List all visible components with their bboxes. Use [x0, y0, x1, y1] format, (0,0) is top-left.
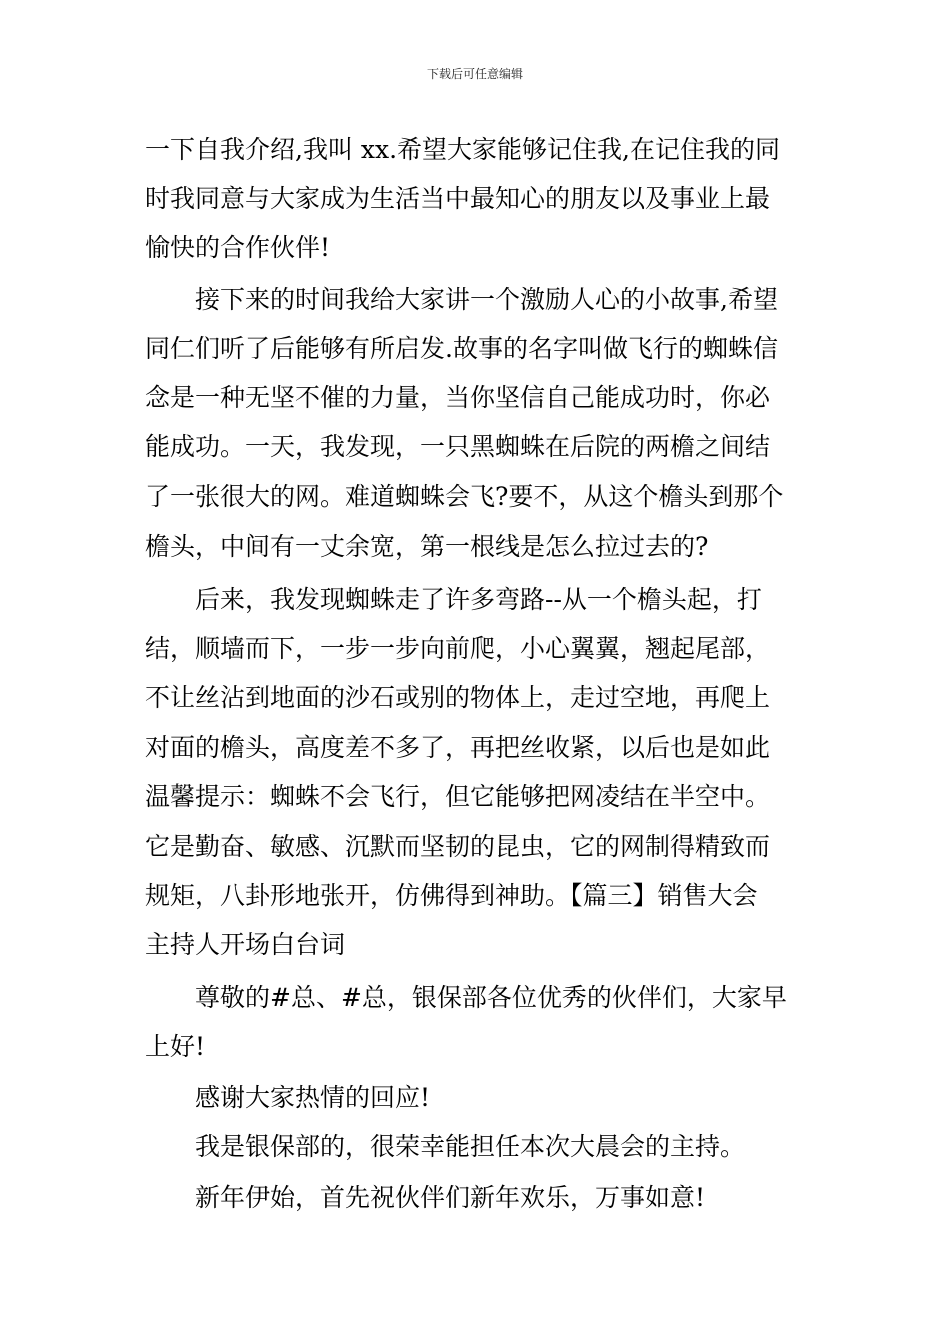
- body-line: 檐头，中间有一丈余宽，第一根线是怎么拉过去的?: [145, 532, 709, 561]
- body-line: 了一张很大的网。难道蜘蛛会飞?要不，从这个檐头到那个: [145, 482, 784, 511]
- paragraph-first-line: 尊敬的#总、#总，银保部各位优秀的伙伴们，大家早: [195, 983, 787, 1012]
- body-line: 不让丝沾到地面的沙石或别的物体上，走过空地，再爬上: [145, 683, 771, 712]
- body-line: 结，顺墙而下，一步一步向前爬，小心翼翼，翘起尾部，: [145, 634, 771, 663]
- paragraph-first-line: 我是银保部的，很荣幸能担任本次大晨会的主持。: [195, 1132, 746, 1161]
- body-line: 愉快的合作伙伴!: [145, 233, 331, 262]
- paragraph-first-line: 感谢大家热情的回应!: [195, 1083, 431, 1112]
- paragraph-first-line: 新年伊始，首先祝伙伴们新年欢乐，万事如意!: [195, 1183, 706, 1212]
- section-title-line: 主持人开场白台词: [145, 930, 346, 959]
- body-line: 一下自我介绍,我叫 xx.希望大家能够记住我,在记住我的同: [145, 135, 780, 164]
- body-line: 同仁们听了后能够有所启发.故事的名字叫做飞行的蜘蛛信: [145, 334, 778, 363]
- body-line: 对面的檐头，高度差不多了，再把丝收紧，以后也是如此: [145, 733, 771, 762]
- paragraph-first-line: 后来，我发现蜘蛛走了许多弯路--从一个檐头起，打: [195, 585, 762, 614]
- body-line: 上好!: [145, 1032, 206, 1061]
- body-line: 温馨提示：蜘蛛不会飞行，但它能够把网凌结在半空中。: [145, 782, 771, 811]
- page-header: 下载后可任意编辑: [426, 67, 523, 81]
- body-line: 念是一种无坚不催的力量，当你坚信自己能成功时，你必: [145, 383, 771, 412]
- body-line: 能成功。一天，我发现，一只黑蜘蛛在后院的两檐之间结: [145, 432, 771, 461]
- body-line: 时我同意与大家成为生活当中最知心的朋友以及事业上最: [145, 184, 771, 213]
- body-line: 它是勤奋、敏感、沉默而坚韧的昆虫，它的网制得精致而: [145, 832, 771, 861]
- body-line: 规矩，八卦形地张开，仿佛得到神助。【篇三】销售大会: [145, 881, 758, 910]
- paragraph-first-line: 接下来的时间我给大家讲一个激励人心的小故事,希望: [195, 285, 778, 314]
